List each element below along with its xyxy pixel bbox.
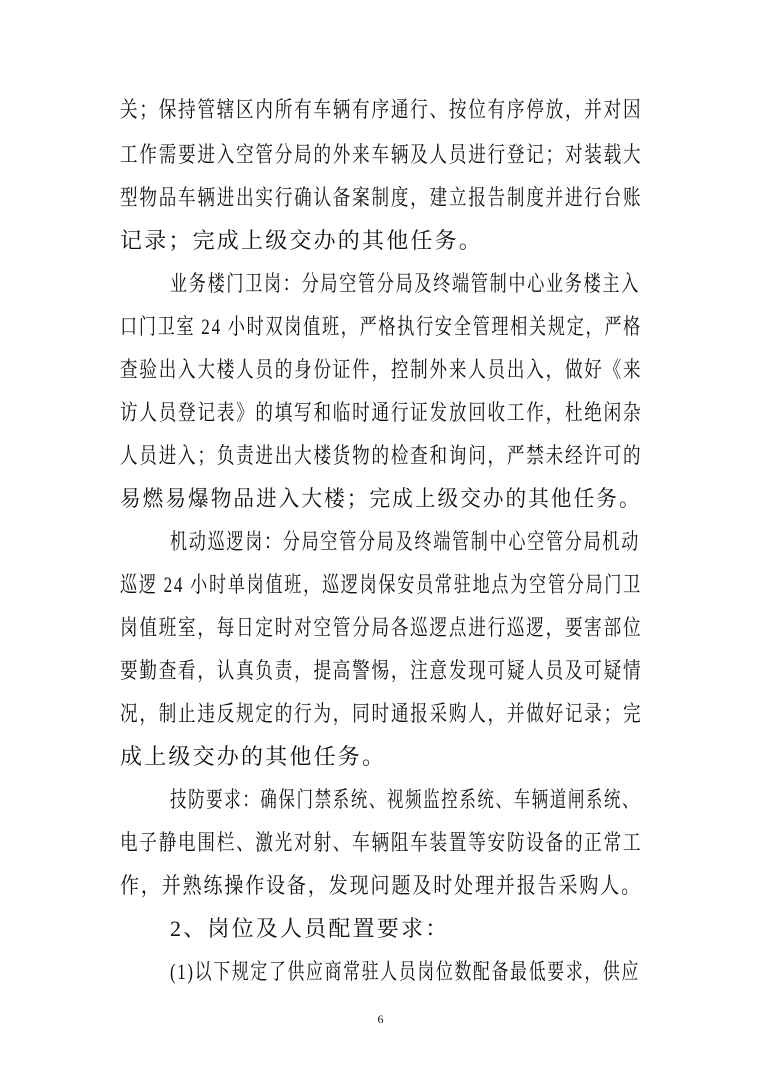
text-line: 成上级交办的其他任务。 (120, 744, 387, 769)
text-line: 易燃易爆物品进入大楼；完成上级交办的其他任务。 (120, 486, 642, 511)
text-line: 工作需要进入空管分局的外来车辆及人员进行登记；对装载大 (120, 142, 643, 167)
text-line: 关；保持管辖区内所有车辆有序通行、按位有序停放，并对因 (120, 97, 643, 122)
text-line: 机动巡逻岗：分局空管分局及终端管制中心空管分局机动 (170, 529, 641, 554)
text-line: (1)以下规定了供应商常驻人员岗位数配备最低要求，供应 (170, 959, 641, 984)
page-number: 6 (377, 1012, 384, 1026)
text-line: 访人员登记表》的填写和临时通行证发放回收工作，杜绝闲杂 (120, 400, 643, 425)
text-line: 查验出入大楼人员的身份证件，控制外来人员出入，做好《来 (120, 357, 643, 382)
text-line: 记录；完成上级交办的其他任务。 (120, 228, 484, 253)
text-line: 作，并熟练操作设备，发现问题及时处理并报告采购人。 (120, 873, 643, 898)
text-line: 2、岗位及人员配置要求： (170, 916, 450, 941)
text-line: 技防要求：确保门禁系统、视频监控系统、车辆道闸系统、 (170, 787, 641, 812)
text-line: 岗值班室，每日定时对空管分局各巡逻点进行巡逻，要害部位 (120, 615, 643, 640)
text-line: 巡逻 24 小时单岗值班，巡逻岗保安员常驻地点为空管分局门卫 (120, 572, 643, 597)
text-line: 况，制止违反规定的行为，同时通报采购人，并做好记录；完 (120, 701, 643, 726)
text-line: 电子静电围栏、激光对射、车辆阻车装置等安防设备的正常工 (120, 830, 643, 855)
text-line: 型物品车辆进出实行确认备案制度，建立报告制度并进行台账 (120, 185, 643, 210)
text-line: 业务楼门卫岗：分局空管分局及终端管制中心业务楼主入 (170, 271, 641, 296)
text-line: 要勤查看，认真负责，提高警惕，注意发现可疑人员及可疑情 (120, 658, 643, 683)
text-line: 口门卫室 24 小时双岗值班，严格执行安全管理相关规定，严格 (120, 314, 643, 339)
text-line: 人员进入；负责进出大楼货物的检查和询问，严禁未经许可的 (120, 443, 643, 468)
